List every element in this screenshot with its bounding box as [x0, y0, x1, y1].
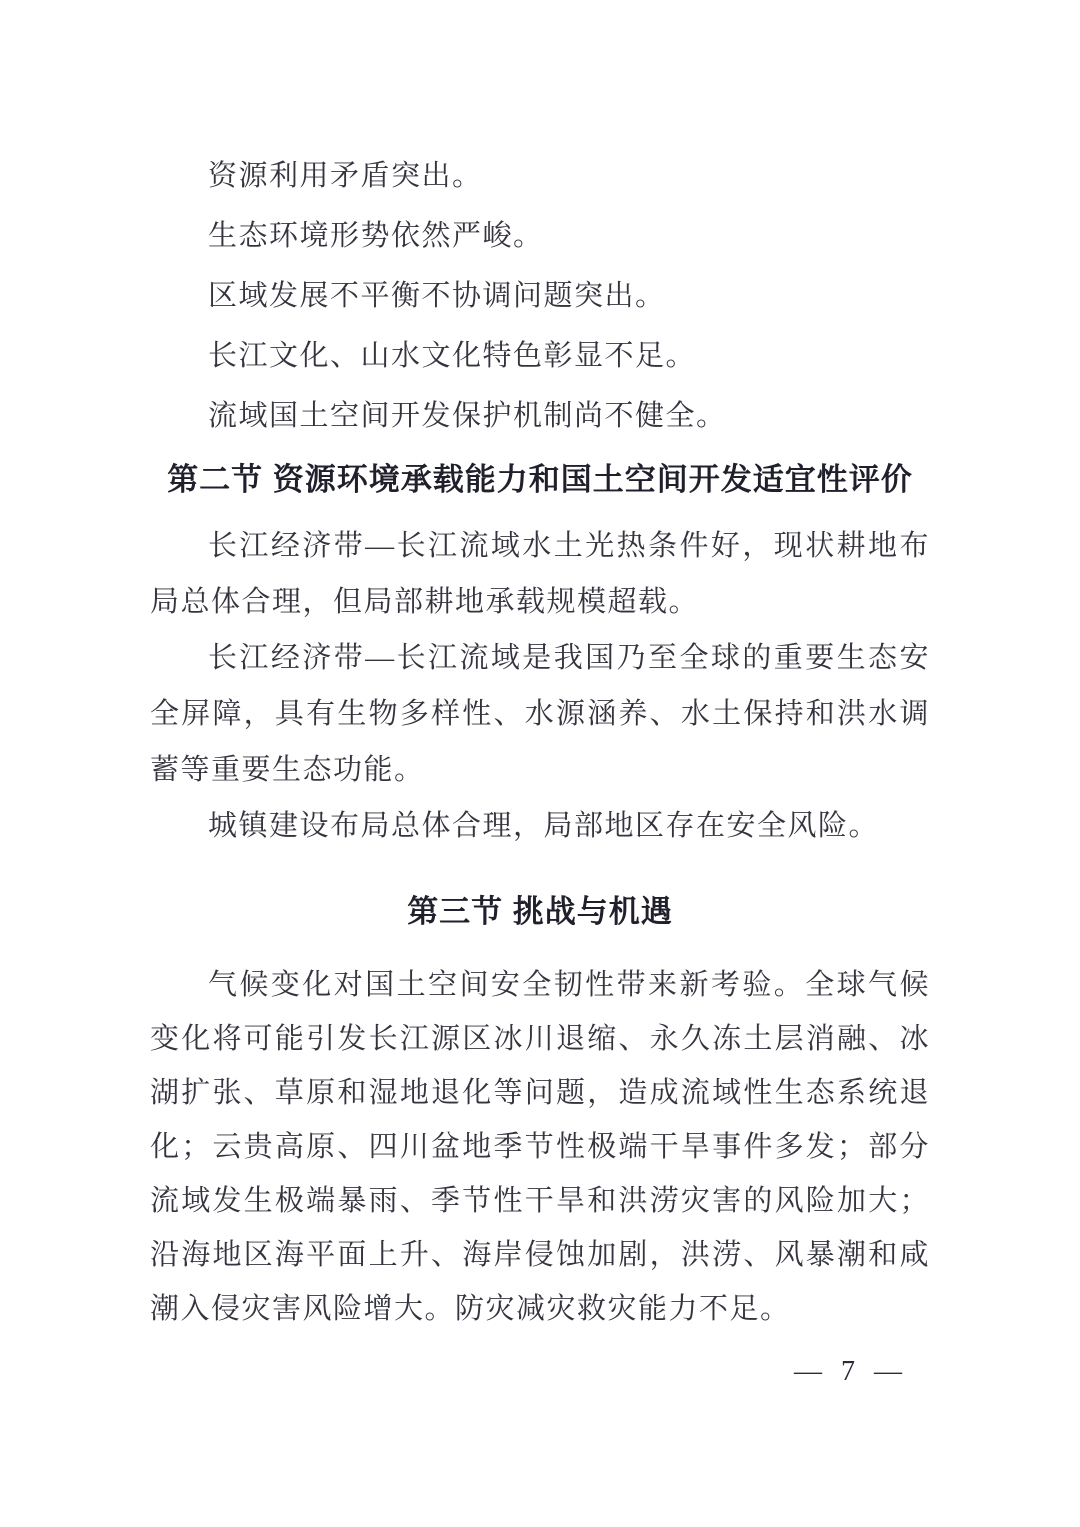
- document-content: [150, 146, 930, 1336]
- section-heading-3: 第三节 挑战与机遇: [407, 894, 673, 929]
- page-number: — 7 —: [794, 1356, 908, 1387]
- intro-line: 区域发展不平衡不协调问题突出。: [208, 280, 666, 312]
- body-paragraph: 长江经济带—长江流域是我国乃至全球的重要生态安全屏障，具有生物多样性、水源涵养、水土保持和洪水调蓄等重要生态功能。: [150, 642, 930, 786]
- section-heading-2: 第二节 资源环境承载能力和国土空间开发适宜性评价: [167, 462, 913, 497]
- intro-line: 生态环境形势依然严峻。: [208, 220, 544, 252]
- intro-line: 流域国土空间开发保护机制尚不健全。: [208, 400, 727, 432]
- intro-line: 长江文化、山水文化特色彰显不足。: [208, 340, 697, 372]
- body-paragraph: 气候变化对国土空间安全韧性带来新考验。全球气候变化将可能引发长江源区冰川退缩、永久冻土层消融、冰湖扩张、草原和湿地退化等问题，造成流域性生态系统退化；云贵高原、四川盆地季节性极端干旱事件多发；部分流域发生极端暴雨、季节性干旱和洪涝灾害的风险加大；沿海地区海平面上升、海岸侵蚀加剧，洪涝、风暴潮和咸潮入侵灾害风险增大。防灾减灾救灾能力不足。: [150, 969, 930, 1325]
- body-paragraph: 长江经济带—长江流域水土光热条件好，现状耕地布局总体合理，但局部耕地承载规模超载。: [150, 530, 930, 618]
- body-paragraph: 城镇建设布局总体合理，局部地区存在安全风险。: [208, 810, 880, 842]
- intro-line: 资源利用矛盾突出。: [208, 160, 483, 192]
